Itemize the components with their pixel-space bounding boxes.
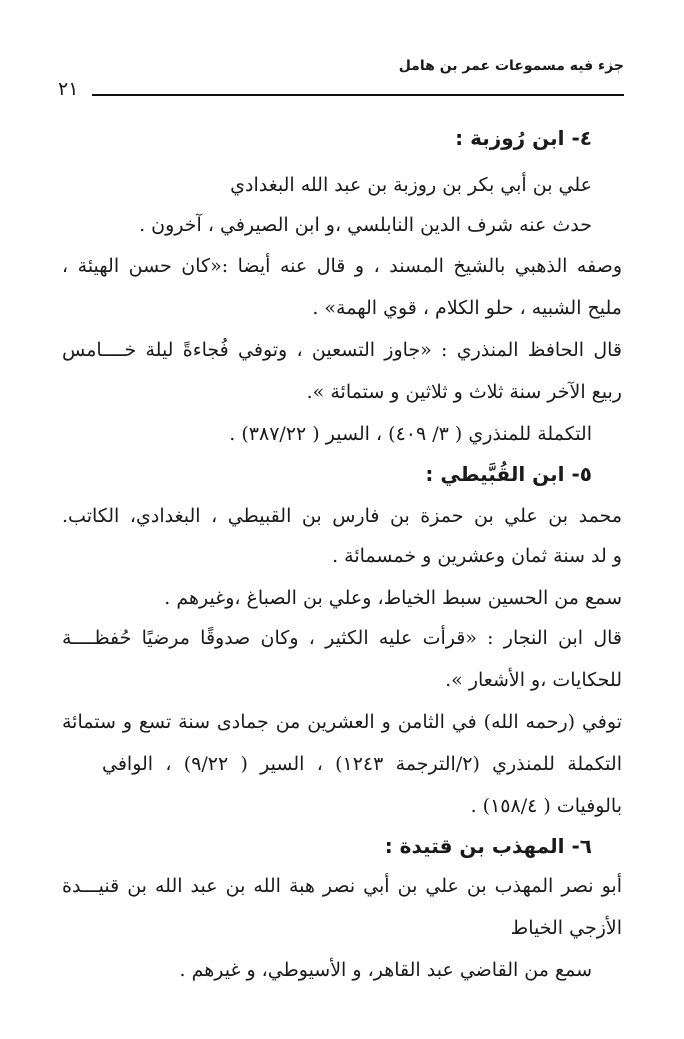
entry-heading: ٥- ابن القُبَّيطي : bbox=[425, 462, 592, 486]
text-line: توفي (رحمه الله) في الثامن و العشرين من جمادى سنة تسع و ستمائة bbox=[62, 711, 622, 733]
text-line: قال ابن النجار : «قرأت عليه الكثير ، وكان صدوقًا مرضيًا حُفظــــة bbox=[62, 627, 622, 649]
text-line: التكملة للمنذري (٢/الترجمة ١٢٤٣) ، السير ( ٩/٢٢) ، الوافي bbox=[102, 753, 622, 775]
text-line: قال الحافظ المنذري : «جاوز التسعين ، وتوفي فُجاءةً ليلة خــــامس bbox=[62, 339, 622, 361]
text-line: للحكايات ،و الأشعار ». bbox=[445, 669, 622, 691]
header-rule bbox=[92, 94, 624, 96]
text-line: مليح الشبيه ، حلو الكلام ، قوي الهمة» . bbox=[312, 297, 622, 319]
text-line: علي بن أبي بكر بن روزبة بن عبد الله البغدادي bbox=[230, 174, 592, 196]
text-line: سمع من القاضي عبد القاهر، و الأسيوطي، و غيرهم . bbox=[179, 959, 592, 981]
text-line: سمع من الحسين سبط الخياط، وعلي بن الصباغ ،وغيرهم . bbox=[164, 587, 622, 609]
text-line: ربيع الآخر سنة ثلاث و ثلاثين و ستمائة ». bbox=[306, 381, 622, 403]
running-title: جزء فيه مسموعات عمر بن هامل bbox=[398, 58, 624, 74]
text-line: حدث عنه شرف الدين النابلسي ،و ابن الصيرفي ، آخرون . bbox=[139, 214, 592, 236]
text-line: الأزجي الخياط bbox=[510, 917, 622, 939]
text-line: التكملة للمنذري ( ٣/ ٤٠٩) ، السير ( ٣٨٧/٢٢) . bbox=[229, 423, 592, 445]
text-line: بالوفيات ( ١٥٨/٤) . bbox=[470, 795, 622, 817]
text-line: محمد بن علي بن حمزة بن فارس بن القبيطي ، البغدادي، الكاتب. bbox=[62, 505, 622, 527]
text-line: أبو نصر المهذب بن علي بن أبي نصر هبة الله بن عبد الله بن قنيـــدة bbox=[62, 875, 622, 897]
entry-heading: ٦- المهذب بن قتيدة : bbox=[384, 834, 592, 858]
entry-heading: ٤- ابن رُوزبة : bbox=[455, 126, 592, 150]
text-line: وصفه الذهبي بالشيخ المسند ، و قال عنه أيضا :«كان حسن الهيئة ، bbox=[62, 255, 622, 277]
page-number: ٢١ bbox=[58, 78, 79, 100]
text-line: و لد سنة ثمان وعشرين و خمسمائة . bbox=[332, 545, 622, 567]
